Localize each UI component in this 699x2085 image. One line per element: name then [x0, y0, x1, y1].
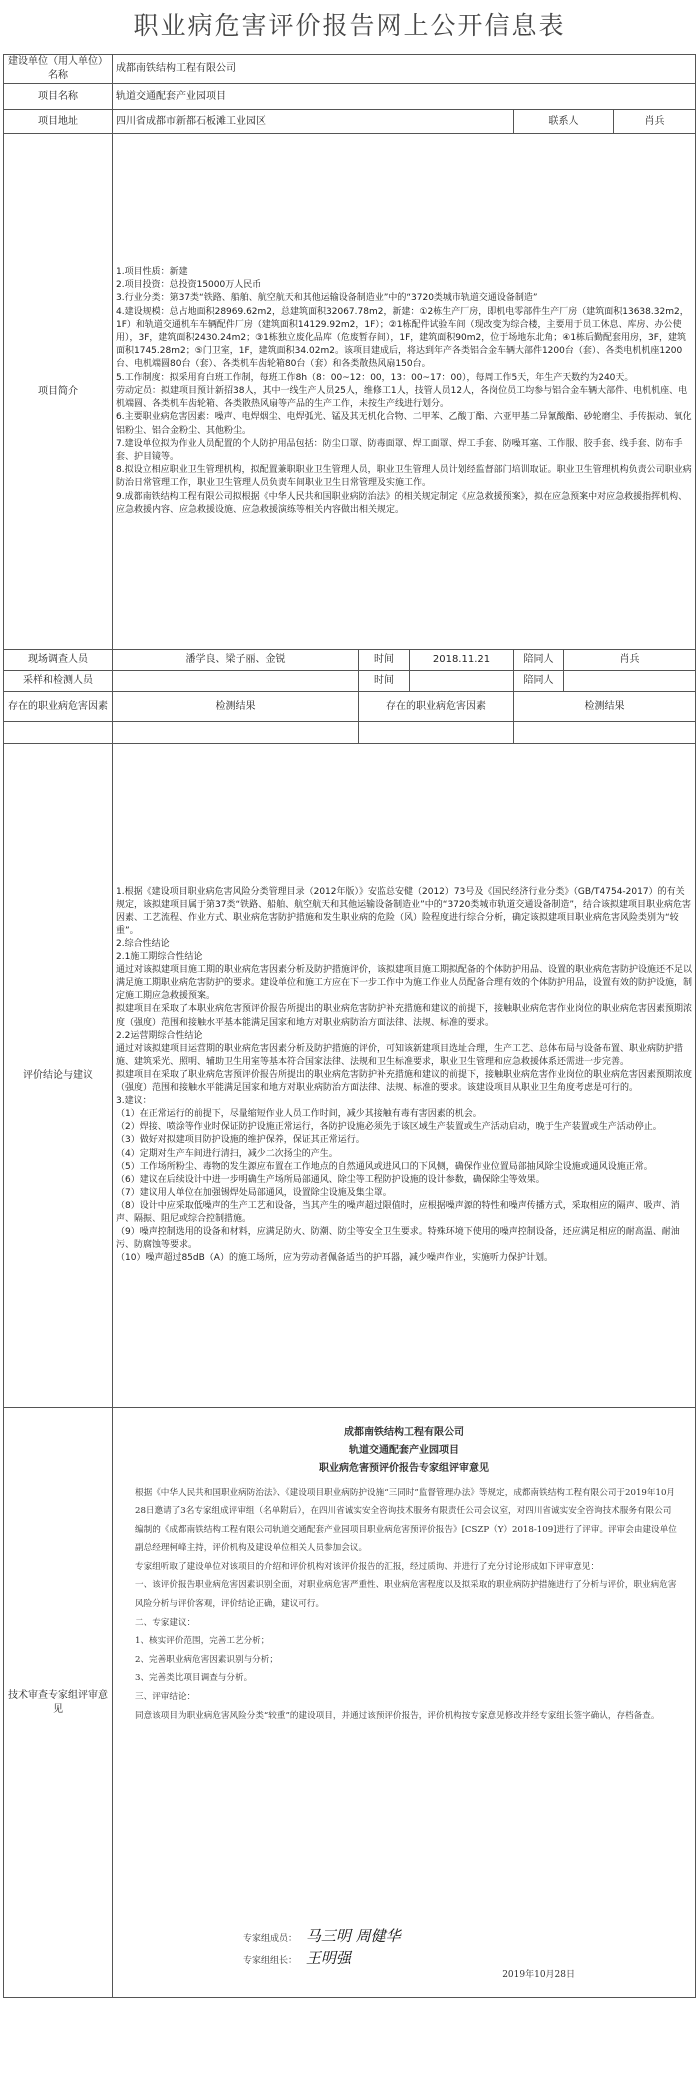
- expert-project-name: 轨道交通配套产业园项目: [349, 1444, 459, 1456]
- conclusion-text-cell: [113, 744, 696, 1408]
- row-survey: [4, 650, 696, 671]
- intro-text: 1.项目性质：新建 2.项目投资：总投资15000万人民币 3.行业分类：第37类“铁路、船舶、航空航天和其他运输设备制造业”中的“3720类城市轨道交通设备制造” 4.建设规模：总占地面积28969.62m2，总建筑面积32067.78m2，新建：①2栋生产厂房，即机电零部件生产厂房（建筑面积13638.32m2，1F）和轨道交通机车车辆配件厂房（建筑面积14129.92m2，1F）；②1栋配件试验车间（现改变为综合楼，主要用于员工休息、库房、办公使用），3F，建筑面积2430.24m2；③1栋独立废化品库（危废暂存间），1F，建筑面积90m2，位于场地东北角；④1栋后勤配套用房，3F，建筑面积1745.28m2；⑤门卫室，1F，建筑面积34.02m2。该项目建成后，将达到年产各类铝合金车辆大部件1200台（套）、各类电机机座1200台、电机端圆80台（套）、各类机车齿轮箱80台（套）和各类散热风扇150台。 5.工作制度：拟采用育白班工作制，每班工作8h（8：00~12：00，13：00~17：00），每周工作5天，年生产天数约为240天。 劳动定员：拟建项目预计新招38人，其中一线生产人员25人，维修工1人，技管人员12人，各岗位员工均参与铝合金车辆大部件、电机机座、电机端圆、各类机车齿轮箱、各类散热风扇等产品的生产工作，未按生产线进行划分。 6.主要职业病危害因素：噪声、电焊烟尘、电焊弧光、锰及其无机化合物、二甲苯、乙酸丁酯、六亚甲基二异氰酸酯、砂轮磨尘、手传振动、氧化铝粉尘、铝合金粉尘、其他粉尘。 7.建设单位拟为作业人员配置的个人防护用品包括：防尘口罩、防毒面罩、焊工面罩、焊工手套、防噪耳塞、工作服、胶手套、线手套、防布手套、护目镜等。 8.拟设立相应职业卫生管理机构，拟配置兼职职业卫生管理人员，职业卫生管理人员计划经监督部门培训取证。职业卫生管理机构负责公司职业病防治日常管理工作，职业卫生管理人员负责车间职业卫生日常管理及实施工作。 9.成都南铁结构工程有限公司拟根据《中华人民共和国职业病防治法》的相关规定制定《应急救援预案》，拟在应急预案中对应急救援指挥机构、应急救援内容、应急救援设施、应急救援演练等相关内容做出相关规定。: [116, 267, 692, 515]
- company-value: 成都南铁结构工程有限公司: [113, 55, 696, 84]
- row-address: [4, 110, 696, 134]
- hazard-col2-header: 检测结果: [113, 692, 359, 722]
- row-expert: [4, 1408, 696, 1998]
- expert-doc-title: 职业病危害预评价报告专家组评审意见: [319, 1462, 489, 1474]
- survey-time-value: 2018.11.21: [410, 650, 514, 671]
- expert-cell: [113, 1408, 696, 1998]
- members-signature: 马三明 周健华: [305, 1926, 401, 1945]
- page-title: 职业病危害评价报告网上公开信息表: [133, 11, 566, 40]
- hazard-col3-header: 存在的职业病危害因素: [359, 692, 514, 722]
- survey-value: 潘学良、梁子丽、金锐: [113, 650, 359, 671]
- survey-accompany-value: 肖兵: [564, 650, 696, 671]
- address-label: 项目地址: [4, 110, 113, 134]
- expert-company-name: 成都南铁结构工程有限公司: [344, 1426, 464, 1438]
- expert-review-scan: [113, 1410, 695, 1996]
- leader-signature: 王明强: [305, 1948, 351, 1967]
- row-project-name: [4, 84, 696, 110]
- info-table: [3, 54, 696, 1998]
- hazard-col4-header: 检测结果: [514, 692, 696, 722]
- sampling-time-label: 时间: [359, 671, 410, 692]
- sampling-value: [113, 671, 359, 692]
- hazard-cell: [113, 722, 359, 744]
- sampling-accompany-label: 陪同人: [514, 671, 564, 692]
- expert-body: 根据《中华人民共和国职业病防治法》、《建设项目职业病防护设施“三同时”监督管理办法》等规定，成都南铁结构工程有限公司于2019年10月28日邀请了3名专家组成评审组（名单附后），在四川省诚实安全咨询技术服务有限责任公司会议室，对四川省诚实安全咨询技术服务有限公司编制的《成都南铁结构工程有限公司轨道交通配套产业园项目职业病危害预评价报告》[CSZP（Y）2018-109]进行了评审。评审会由建设单位副总经理柯峰主持，评价机构及建设单位相关人员参加会议。 专家组听取了建设单位对该项目的介绍和评价机构对该评价报告的汇报，经过质询、并进行了充分讨论形成如下评审意见： 一、该评价报告职业病危害因素识别全面，对职业病危害严重性、职业病危害程度以及拟采取的职业病防护措施进行了分析与评价，职业病危害风险分析与评价客观，评价结论正确，建议可行。 二、专家建议： 1、核实评价范围，完善工艺分析； 2、完善职业病危害因素识别与分析； 3、完善类比项目调查与分析。 三、评审结论： 同意该项目为职业病危害风险分类“较重”的建设项目，并通过该预评价报告，评价机构按专家意见修改并经专家组长签字确认，存档备查。: [135, 1487, 677, 1721]
- row-company: [4, 55, 696, 84]
- intro-label: 项目简介: [4, 134, 113, 650]
- project-name-value: 轨道交通配套产业园项目: [113, 84, 696, 110]
- contact-value: 肖兵: [614, 110, 696, 134]
- intro-text-cell: [113, 134, 696, 650]
- expert-date: 2019年10月28日: [502, 1969, 576, 1980]
- company-label: 建设单位（用人单位）名称: [4, 55, 113, 84]
- survey-label: 现场调查人员: [4, 650, 113, 671]
- hazard-cell: [514, 722, 696, 744]
- members-signature-row: [243, 1926, 401, 1946]
- leader-signature-row: [243, 1948, 351, 1968]
- row-hazard-empty: [4, 722, 696, 744]
- row-hazard-header: [4, 692, 696, 722]
- contact-label: 联系人: [514, 110, 614, 134]
- hazard-col1-header: 存在的职业病危害因素: [4, 692, 113, 722]
- sampling-time-value: [410, 671, 514, 692]
- sampling-accompany-value: [564, 671, 696, 692]
- row-conclusion: [4, 744, 696, 1408]
- project-name-label: 项目名称: [4, 84, 113, 110]
- row-intro: [4, 134, 696, 650]
- survey-accompany-label: 陪同人: [514, 650, 564, 671]
- expert-label: 技术审查专家组评审意见: [4, 1408, 113, 1998]
- sampling-label: 采样和检测人员: [4, 671, 113, 692]
- conclusion-label: 评价结论与建议: [4, 744, 113, 1408]
- hazard-cell: [359, 722, 514, 744]
- survey-time-label: 时间: [359, 650, 410, 671]
- members-label: 专家组成员：: [243, 1933, 298, 1944]
- conclusion-text: 1.根据《建设项目职业病危害风险分类管理目录（2012年版）》安监总安健（2012）73号及《国民经济行业分类》（GB/T4754-2017）的有关规定，该拟建项目属于第37类“铁路、船舶、航空航天和其他运输设备制造业”中的“3720类城市轨道交通设备制造”，结合该拟建项目职业病危害因素、工艺流程、作业方式、职业病危害防护措施和发生职业病的危险（风）险程度进行综合分析，确定该拟建项目职业病危害风险类别为“较重”。 2.综合性结论 2.1施工期综合性结论 通过对该拟建项目施工期的职业病危害因素分析及防护措施评价，该拟建项目施工期拟配备的个体防护用品、设置的职业病危害防护设施还不足以满足施工期职业病危害防护的要求。建设单位和施工方应在下一步工作中为施工作业人员配备合理有效的个体防护用品，设置有效的防护设施，制定施工期应急救援预案。 拟建项目在采取了本职业病危害预评价报告所提出的职业病危害防护补充措施和建议的前提下，接触职业病危害作业岗位的职业病危害因素预期浓度（强度）范围和接触水平基本能满足国家和地方对职业病防治方面法律、法规、标准的要求。 2.2运营期综合性结论 通过对该拟建项目运营期的职业病危害因素分析及防护措施的评价，可知该新建项目选址合理，生产工艺、总体布局与设备布置、职业病防护措施、建筑采光、照明、辅助卫生用室等基本符合国家法律、法规和卫生标准要求，职业卫生管理和应急救援体系还需进一步完善。 拟建项目在采取了职业病危害预评价报告所提出的职业病危害防护补充措施和建议的前提下，接触职业病危害作业岗位的职业病危害因素预期浓度（强度）范围和接触水平能满足国家和地方对职业病防治方面法律、法规、标准的要求。该建设项目从职业卫生角度考虑是可行的。 3.建议： （1）在正常运行的前提下，尽量缩短作业人员工作时间，减少其接触有毒有害因素的机会。 （2）焊接、喷涂等作业时保证防护设施正常运行，各防护设施必须先于该区域生产装置或生产活动启动，晚于生产装置或生产活动停止。 （3）做好对拟建项目防护设施的维护保养，保证其正常运行。 （4）定期对生产车间进行清扫，减少二次扬尘的产生。 （5）工作场所粉尘、毒物的发生源应布置在工作地点的自然通风或进风口的下风侧，确保作业位置局部抽风除尘设施或通风设施正常。 （6）建议在后续设计中进一步明确生产场所局部通风、除尘等工程防护设施的设计参数，确保除尘等效果。 （7）建议用人单位在加强锡焊处局部通风，设置除尘设施及集尘罩。 （8）设计中应采取低噪声的生产工艺和设备，当其产生的噪声超过限值时，应根据噪声源的特性和噪声传播方式，采取相应的隔声、吸声、消声、隔振、阻尼或综合控制措施。 （9）噪声控制选用的设备和材料，应满足防火、防潮、防尘等安全卫生要求。特殊环境下使用的噪声控制设备，还应满足相应的耐高温、耐油污、防腐蚀等要求。 （10）噪声超过85dB（A）的施工场所，应为劳动者佩备适当的护耳器，减少噪声作业，实施听力保护计划。: [116, 886, 693, 1264]
- row-sampling: [4, 671, 696, 692]
- leader-label: 专家组组长：: [243, 1955, 298, 1966]
- hazard-cell: [4, 722, 113, 744]
- address-value: 四川省成都市新都石板滩工业园区: [113, 110, 514, 134]
